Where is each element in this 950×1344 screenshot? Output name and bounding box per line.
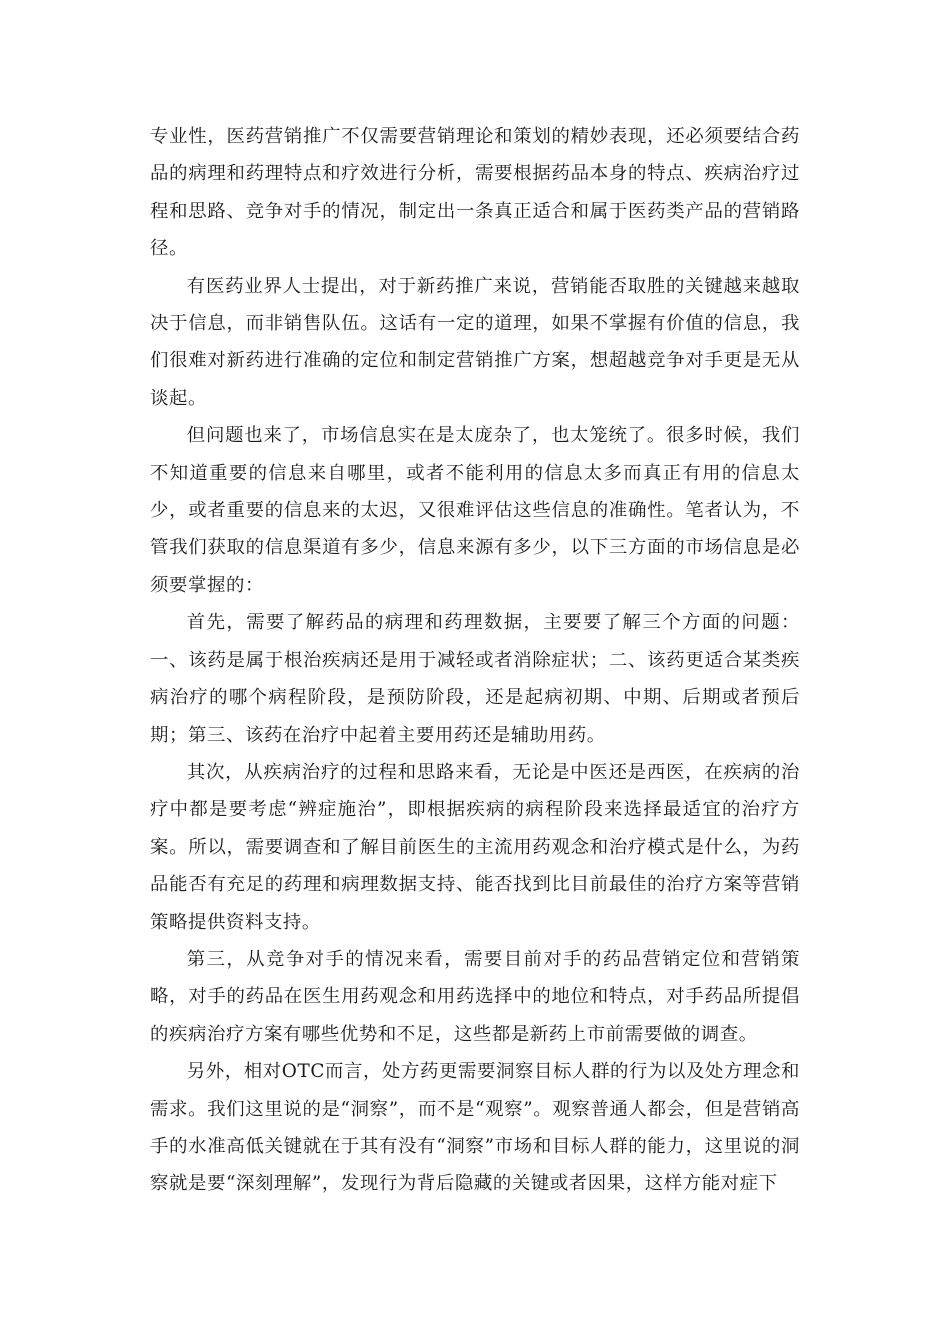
paragraph-4: 首先，需要了解药品的病理和药理数据，主要要了解三个方面的问题：一、该药是属于根治疾病还是用于减轻或者消除症状；二、该药更适合某类疾病治疗的哪个病程阶段，是预防阶段，还是起病初期、中期、后期或者预后期；第三、该药在治疗中起着主要用药还是辅助用药。 bbox=[150, 612, 800, 746]
paragraph-5: 其次，从疾病治疗的过程和思路来看，无论是中医还是西医，在疾病的治疗中都是要考虑“辨症施治”，即根据疾病的病程阶段来选择最适宜的治疗方案。所以，需要调查和了解目前医生的主流用药观念和治疗模式是什么，为药品能否有充足的药理和病理数据支持、能否找到比目前最佳的治疗方案等营销策略提供资料支持。 bbox=[150, 761, 800, 933]
paragraph-2: 有医药业界人士提出，对于新药推广来说，营销能否取胜的关键越来越取决于信息，而非销售队伍。这话有一定的道理，如果不掌握有价值的信息，我们很难对新药进行准确的定位和制定营销推广方案，想超越竞争对手更是无从谈起。 bbox=[150, 275, 800, 409]
paragraph-3: 但问题也来了，市场信息实在是太庞杂了，也太笼统了。很多时候，我们不知道重要的信息来自哪里，或者不能利用的信息太多而真正有用的信息太少，或者重要的信息来的太迟，又很难评估这些信息的准确性。笔者认为，不管我们获取的信息渠道有多少，信息来源有多少，以下三方面的市场信息是必须要掌握的： bbox=[150, 425, 800, 596]
paragraph-6: 第三，从竞争对手的情况来看，需要目前对手的药品营销定位和营销策略，对手的药品在医生用药观念和用药选择中的地位和特点，对手药品所提倡的疾病治疗方案有哪些优势和不足，这些都是新药上市前需要做的调查。 bbox=[150, 948, 800, 1045]
paragraph-1: 专业性，医药营销推广不仅需要营销理论和策划的精妙表现，还必须要结合药品的病理和药理特点和疗效进行分析，需要根据药品本身的特点、疾病治疗过程和思路、竞争对手的情况，制定出一条真正适合和属于医药类产品的营销路径。 bbox=[150, 126, 800, 260]
document-body bbox=[150, 118, 800, 1203]
paragraph-7: 另外，相对OTC而言，处方药更需要洞察目标人群的行为以及处方理念和需求。我们这里说的是“洞察”，而不是“观察”。观察普通人都会，但是营销高手的水准高低关键就在于其有没有“洞察”市场和目标人群的能力，这里说的洞察就是要“深刻理解”，发现行为背后隐藏的关键或者因果，这样方能对症下 bbox=[150, 1061, 800, 1195]
